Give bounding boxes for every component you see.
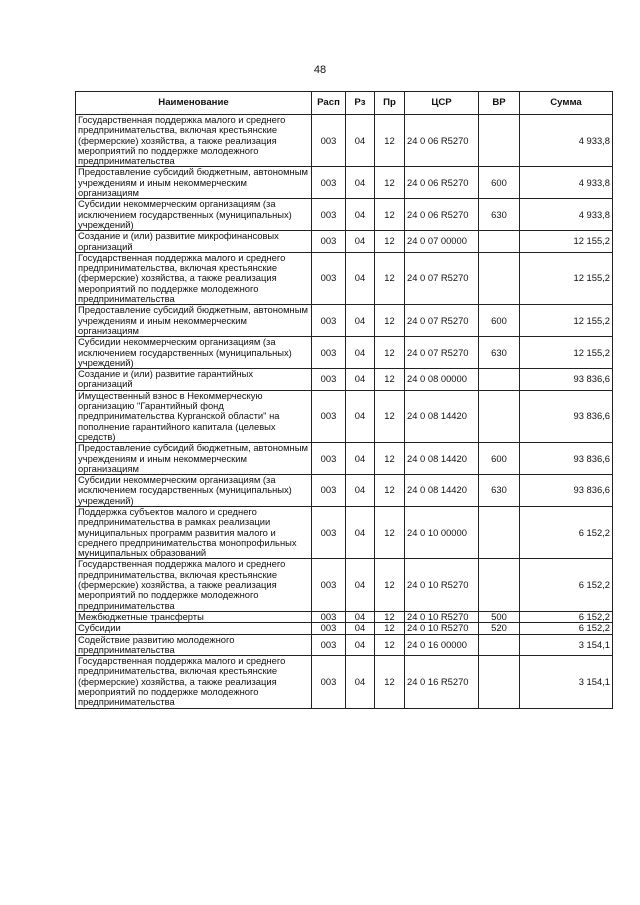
cell-sum: 93 836,6 [520,390,613,442]
cell-pr: 12 [375,390,405,442]
table-row [76,167,613,199]
cell-rz: 04 [346,305,375,337]
cell-csr: 24 0 06 R5270 [405,167,479,199]
cell-sum: 4 933,8 [520,115,613,167]
cell-vr: 630 [479,337,520,369]
cell-pr: 12 [375,252,405,304]
cell-vr [479,506,520,558]
table-row [76,199,613,231]
cell-rasp: 003 [312,506,346,558]
budget-table [75,91,613,709]
table-row [76,231,613,253]
cell-pr: 12 [375,305,405,337]
cell-name: Создание и (или) развитие гарантийных организаций [76,369,312,391]
cell-rz: 04 [346,506,375,558]
header-csr: ЦСР [405,92,479,115]
cell-pr: 12 [375,115,405,167]
cell-rasp: 003 [312,559,346,611]
cell-name: Субсидии некоммерческим организациям (за исключением государственных (муниципальных) учреждений) [76,199,312,231]
cell-rz: 04 [346,390,375,442]
header-pr: Пр [375,92,405,115]
cell-csr: 24 0 08 00000 [405,369,479,391]
table-row [76,559,613,611]
table-row [76,634,613,656]
cell-name: Межбюджетные трансферты [76,611,312,622]
cell-csr: 24 0 10 00000 [405,506,479,558]
header-vr: ВР [479,92,520,115]
cell-vr [479,390,520,442]
cell-name: Субсидии [76,623,312,634]
cell-vr: 520 [479,623,520,634]
table-row [76,656,613,708]
cell-rasp: 003 [312,475,346,507]
cell-rz: 04 [346,115,375,167]
cell-vr: 500 [479,611,520,622]
cell-sum: 12 155,2 [520,231,613,253]
cell-sum: 4 933,8 [520,167,613,199]
cell-rz: 04 [346,634,375,656]
cell-rz: 04 [346,369,375,391]
cell-sum: 4 933,8 [520,199,613,231]
cell-sum: 93 836,6 [520,475,613,507]
cell-vr: 630 [479,475,520,507]
cell-rasp: 003 [312,337,346,369]
cell-rz: 04 [346,337,375,369]
cell-name: Субсидии некоммерческим организациям (за исключением государственных (муниципальных) учреждений) [76,337,312,369]
table-row [76,506,613,558]
cell-csr: 24 0 07 R5270 [405,305,479,337]
cell-vr: 600 [479,167,520,199]
cell-pr: 12 [375,475,405,507]
cell-rz: 04 [346,656,375,708]
header-rz: Рз [346,92,375,115]
cell-name: Предоставление субсидий бюджетным, автономным учреждениям и иным некоммерческим организациям [76,167,312,199]
cell-pr: 12 [375,559,405,611]
table-row [76,475,613,507]
cell-rasp: 003 [312,231,346,253]
table-row [76,611,613,622]
cell-csr: 24 0 08 14420 [405,390,479,442]
cell-sum: 12 155,2 [520,305,613,337]
cell-pr: 12 [375,611,405,622]
cell-csr: 24 0 07 R5270 [405,337,479,369]
table-row [76,623,613,634]
cell-rasp: 003 [312,634,346,656]
cell-name: Государственная поддержка малого и среднего предпринимательства, включая крестьянские (фермерские) хозяйства, а также реализация мероприятий по поддержке молодежного предпринимательства [76,559,312,611]
cell-csr: 24 0 16 00000 [405,634,479,656]
cell-rz: 04 [346,623,375,634]
cell-csr: 24 0 10 R5270 [405,623,479,634]
cell-rz: 04 [346,475,375,507]
cell-name: Поддержка субъектов малого и среднего предпринимательства в рамках реализации муниципальных программ развития малого и среднего предпринимательства монопрофильных муниципальных образований [76,506,312,558]
cell-name: Имущественный взнос в Некоммерческую организацию "Гарантийный фонд предпринимательства Курганской области" на пополнение гарантийного капитала (целевых средств) [76,390,312,442]
header-name: Наименование [76,92,312,115]
cell-vr [479,115,520,167]
cell-name: Содействие развитию молодежного предпринимательства [76,634,312,656]
header-rasp: Расп [312,92,346,115]
cell-csr: 24 0 10 R5270 [405,559,479,611]
cell-pr: 12 [375,443,405,475]
cell-sum: 93 836,6 [520,443,613,475]
cell-rasp: 003 [312,443,346,475]
cell-pr: 12 [375,634,405,656]
cell-vr: 600 [479,305,520,337]
cell-csr: 24 0 06 R5270 [405,115,479,167]
cell-csr: 24 0 08 14420 [405,443,479,475]
cell-sum: 6 152,2 [520,611,613,622]
cell-vr [479,252,520,304]
cell-pr: 12 [375,199,405,231]
cell-vr: 630 [479,199,520,231]
cell-name: Государственная поддержка малого и среднего предпринимательства, включая крестьянские (фермерские) хозяйства, а также реализация мероприятий по поддержке молодежного предпринимательства [76,252,312,304]
cell-sum: 3 154,1 [520,634,613,656]
cell-rz: 04 [346,231,375,253]
cell-rz: 04 [346,559,375,611]
cell-rasp: 003 [312,252,346,304]
cell-rz: 04 [346,199,375,231]
cell-pr: 12 [375,337,405,369]
cell-csr: 24 0 08 14420 [405,475,479,507]
cell-name: Предоставление субсидий бюджетным, автономным учреждениям и иным некоммерческим организациям [76,443,312,475]
cell-pr: 12 [375,506,405,558]
cell-rasp: 003 [312,390,346,442]
cell-sum: 12 155,2 [520,252,613,304]
cell-name: Субсидии некоммерческим организациям (за исключением государственных (муниципальных) учреждений) [76,475,312,507]
table-row [76,443,613,475]
cell-csr: 24 0 07 R5270 [405,252,479,304]
cell-pr: 12 [375,656,405,708]
cell-vr [479,369,520,391]
cell-vr [479,634,520,656]
table-row [76,390,613,442]
cell-csr: 24 0 07 00000 [405,231,479,253]
cell-sum: 12 155,2 [520,337,613,369]
cell-rasp: 003 [312,305,346,337]
table-row [76,115,613,167]
cell-pr: 12 [375,369,405,391]
table-header-row [76,92,613,115]
cell-rasp: 003 [312,369,346,391]
table-row [76,369,613,391]
cell-sum: 6 152,2 [520,623,613,634]
cell-rz: 04 [346,443,375,475]
header-sum: Сумма [520,92,613,115]
cell-vr [479,559,520,611]
cell-name: Государственная поддержка малого и среднего предпринимательства, включая крестьянские (фермерские) хозяйства, а также реализация мероприятий по поддержке молодежного предпринимательства [76,656,312,708]
cell-sum: 3 154,1 [520,656,613,708]
cell-pr: 12 [375,623,405,634]
cell-csr: 24 0 16 R5270 [405,656,479,708]
cell-vr [479,656,520,708]
cell-rasp: 003 [312,167,346,199]
cell-name: Предоставление субсидий бюджетным, автономным учреждениям и иным некоммерческим организациям [76,305,312,337]
cell-rasp: 003 [312,623,346,634]
table-row [76,252,613,304]
cell-sum: 6 152,2 [520,506,613,558]
cell-vr [479,231,520,253]
cell-sum: 93 836,6 [520,369,613,391]
table-row [76,305,613,337]
cell-rz: 04 [346,167,375,199]
cell-csr: 24 0 10 R5270 [405,611,479,622]
cell-rasp: 003 [312,611,346,622]
cell-csr: 24 0 06 R5270 [405,199,479,231]
cell-name: Создание и (или) развитие микрофинансовых организаций [76,231,312,253]
cell-rz: 04 [346,611,375,622]
cell-rz: 04 [346,252,375,304]
cell-pr: 12 [375,167,405,199]
cell-rasp: 003 [312,199,346,231]
cell-rasp: 003 [312,115,346,167]
cell-vr: 600 [479,443,520,475]
table-row [76,337,613,369]
cell-name: Государственная поддержка малого и среднего предпринимательства, включая крестьянские (фермерские) хозяйства, а также реализация мероприятий по поддержке молодежного предпринимательства [76,115,312,167]
cell-sum: 6 152,2 [520,559,613,611]
cell-pr: 12 [375,231,405,253]
cell-rasp: 003 [312,656,346,708]
page-number: 48 [313,64,327,76]
